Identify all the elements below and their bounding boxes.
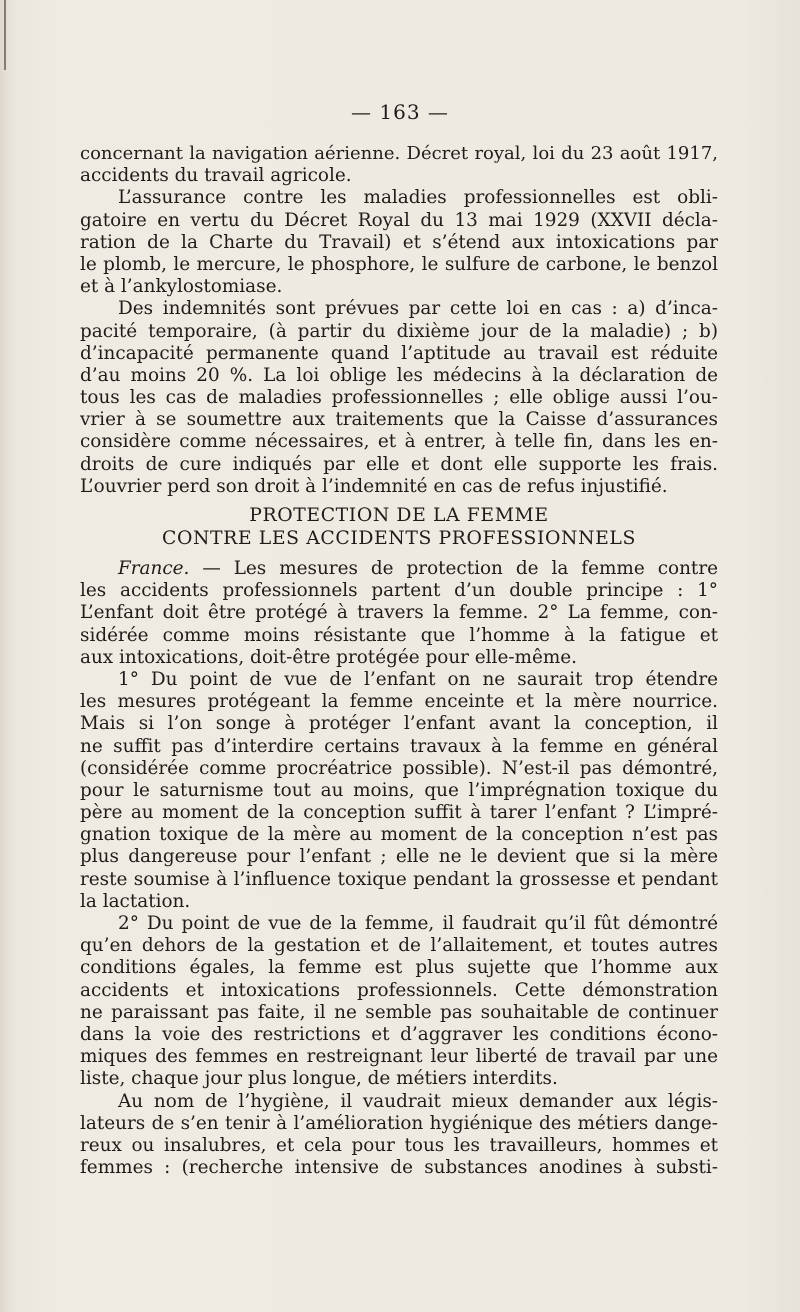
paragraph: [80, 913, 718, 1091]
text-line: 1° Du point de vue de l’enfant on ne saurait trop étendre: [118, 668, 718, 690]
text-line: ne paraissant pas faite, il ne semble pas souhaitable de continuer: [80, 1001, 718, 1023]
text-line: femmes : (recherche intensive de substances anodines à substi-: [80, 1157, 718, 1179]
text-line: plus dangereuse pour l’enfant ; elle ne le devient que si la mère: [80, 846, 718, 868]
country-label: France.: [118, 558, 190, 579]
text-line: miques des femmes en restreignant leur liberté de travail par une: [80, 1046, 718, 1068]
page-number: — 163 —: [351, 100, 449, 124]
text-line: gnation toxique de la mère au moment de la conception n’est pas: [80, 824, 718, 846]
paragraph: [80, 298, 718, 498]
text-line: lateurs de s’en tenir à l’amélioration hygiénique des métiers dange-: [80, 1112, 718, 1134]
text-line: sidérée comme moins résistante que l’homme à la fatigue et: [80, 624, 718, 646]
text-line: L’ouvrier perd son droit à l’indemnité en cas de refus injustifié.: [80, 475, 668, 497]
heading-line-1: PROTECTION DE LA FEMME: [249, 505, 549, 526]
text-line: droits de cure indiqués par elle et dont elle supporte les frais.: [80, 453, 718, 475]
text-line: accidents du travail agricole.: [80, 165, 352, 187]
text-line: qu’en dehors de la gestation et de l’allaitement, et toutes autres: [80, 935, 718, 957]
text-line: tous les cas de maladies professionnelles ; elle oblige aussi l’ou-: [80, 387, 718, 409]
text-fragment: — Les mesures de protection de la femme contre: [189, 558, 718, 579]
text-line: L’assurance contre les maladies professionnelles est obli-: [118, 187, 718, 209]
text-line: la lactation.: [80, 890, 191, 912]
text-line: (considérée comme procréatrice possible). N’est-il pas démontré,: [80, 757, 718, 779]
text-line: aux intoxications, doit-être protégée pour elle-même.: [80, 646, 578, 668]
text-line: conditions égales, la femme est plus sujette que l’homme aux: [80, 957, 718, 979]
text-line: Au nom de l’hygiène, il vaudrait mieux demander aux légis-: [118, 1090, 718, 1112]
paragraph: [80, 558, 718, 669]
body-text: [80, 143, 718, 1179]
text-line: ration de la Charte du Travail) et s’étend aux intoxications par: [80, 231, 718, 253]
text-line: reux ou insalubres, et cela pour tous les travailleurs, hommes et: [80, 1134, 718, 1156]
text-line: ne suffit pas d’interdire certains travaux à la femme en général: [80, 735, 718, 757]
text-line: liste, chaque jour plus longue, de métiers interdits.: [80, 1068, 558, 1090]
paragraph: [80, 143, 718, 187]
text-line: et à l’ankylostomiase.: [80, 276, 283, 298]
text-line: reste soumise à l’influence toxique pendant la grossesse et pendant: [80, 868, 718, 890]
text-line: concernant la navigation aérienne. Décret royal, loi du 23 août 1917,: [80, 143, 718, 164]
text-line: gatoire en vertu du Décret Royal du 13 mai 1929 (XXVII décla-: [80, 209, 718, 231]
section-heading: [80, 504, 718, 550]
text-line: Mais si l’on songe à protéger l’enfant avant la conception, il: [80, 713, 718, 735]
heading-line-2: CONTRE LES ACCIDENTS PROFESSIONNELS: [162, 528, 636, 549]
text-line: pour le saturnisme tout au moins, que l’imprégnation toxique du: [80, 779, 718, 801]
text-line: [80, 558, 718, 580]
binding-edge: [4, 0, 6, 70]
text-line: pacité temporaire, (à partir du dixième jour de la maladie) ; b): [80, 320, 718, 342]
text-line: les mesures protégeant la femme enceinte et la mère nourrice.: [80, 691, 718, 713]
text-line: père au moment de la conception suffit à tarer l’enfant ? L’impré-: [80, 802, 718, 824]
text-line: L’enfant doit être protégé à travers la femme. 2° La femme, con-: [80, 602, 718, 624]
text-line: le plomb, le mercure, le phosphore, le sulfure de carbone, le benzol: [80, 253, 718, 275]
text-line: d’au moins 20 %. La loi oblige les médecins à la déclaration de: [80, 364, 718, 386]
text-line: les accidents professionnels partent d’un double principe : 1°: [80, 580, 718, 602]
text-line: considère comme nécessaires, et à entrer, à telle fin, dans les en-: [80, 431, 718, 453]
paragraph: [80, 1091, 718, 1180]
text-line: 2° Du point de vue de la femme, il faudrait qu’il fût démontré: [118, 913, 718, 934]
paragraph: [80, 187, 718, 298]
text-line: accidents et intoxications professionnels. Cette démonstration: [80, 979, 718, 1001]
text-line: d’incapacité permanente quand l’aptitude au travail est réduite: [80, 342, 718, 364]
text-line: Des indemnités sont prévues par cette loi en cas : a) d’inca-: [118, 298, 718, 320]
text-line: dans la voie des restrictions et d’aggraver les conditions écono-: [80, 1023, 718, 1045]
paragraph: [80, 669, 718, 913]
text-line: vrier à se soumettre aux traitements que la Caisse d’assurances: [80, 409, 718, 431]
